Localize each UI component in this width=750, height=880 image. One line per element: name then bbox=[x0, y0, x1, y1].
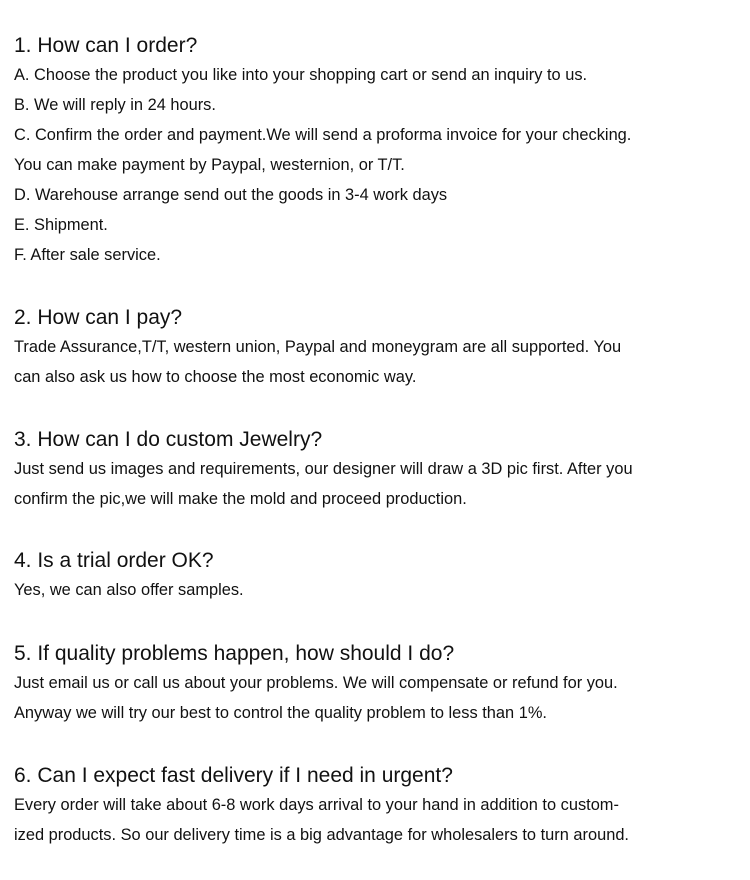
faq-question: 5. If quality problems happen, how should I do? bbox=[14, 642, 455, 665]
faq-answer bbox=[14, 60, 631, 270]
faq-item-order bbox=[14, 32, 631, 270]
faq-answer bbox=[14, 332, 621, 392]
faq-item-trial-order bbox=[14, 547, 244, 605]
faq-answer-line: Just send us images and requirements, our designer will draw a 3D pic first. After you bbox=[14, 460, 633, 478]
faq-answer bbox=[14, 668, 618, 728]
faq-answer-line: Trade Assurance,T/T, western union, Paypal and moneygram are all supported. You bbox=[14, 338, 622, 356]
faq-question: 4. Is a trial order OK? bbox=[14, 549, 214, 572]
faq-question: 1. How can I order? bbox=[14, 34, 198, 57]
faq-answer-line: Just email us or call us about your problems. We will compensate or refund for you. bbox=[14, 674, 618, 692]
faq-question: 2. How can I pay? bbox=[14, 306, 183, 329]
faq-answer-line: C. Confirm the order and payment.We will send a proforma invoice for your checking. bbox=[14, 126, 632, 144]
faq-item-custom-jewelry bbox=[14, 426, 633, 514]
faq-item-pay bbox=[14, 304, 621, 392]
faq-question: 3. How can I do custom Jewelry? bbox=[14, 428, 323, 451]
faq-answer-line: confirm the pic,we will make the mold and proceed production. bbox=[14, 490, 467, 508]
faq-answer-line: E. Shipment. bbox=[14, 216, 108, 234]
faq-answer-line: can also ask us how to choose the most economic way. bbox=[14, 368, 417, 386]
faq-answer-line: F. After sale service. bbox=[14, 246, 161, 264]
faq-answer bbox=[14, 575, 244, 605]
faq-item-fast-delivery bbox=[14, 762, 629, 850]
faq-answer-line: B. We will reply in 24 hours. bbox=[14, 96, 216, 114]
faq-answer bbox=[14, 454, 633, 514]
faq-answer-line: D. Warehouse arrange send out the goods in 3-4 work days bbox=[14, 186, 448, 204]
faq-answer-line: ized products. So our delivery time is a big advantage for wholesalers to turn around. bbox=[14, 826, 629, 844]
faq-question: 6. Can I expect fast delivery if I need in urgent? bbox=[14, 764, 453, 787]
faq-answer-line: Anyway we will try our best to control the quality problem to less than 1%. bbox=[14, 704, 547, 722]
faq-answer-line: Yes, we can also offer samples. bbox=[14, 581, 244, 599]
faq-answer-line: A. Choose the product you like into your shopping cart or send an inquiry to us. bbox=[14, 66, 588, 84]
faq-answer-line: You can make payment by Paypal, westernion, or T/T. bbox=[14, 156, 405, 174]
faq-item-quality-problems bbox=[14, 640, 618, 728]
faq-answer-line: Every order will take about 6-8 work days arrival to your hand in addition to custom- bbox=[14, 796, 619, 814]
faq-answer bbox=[14, 790, 629, 850]
